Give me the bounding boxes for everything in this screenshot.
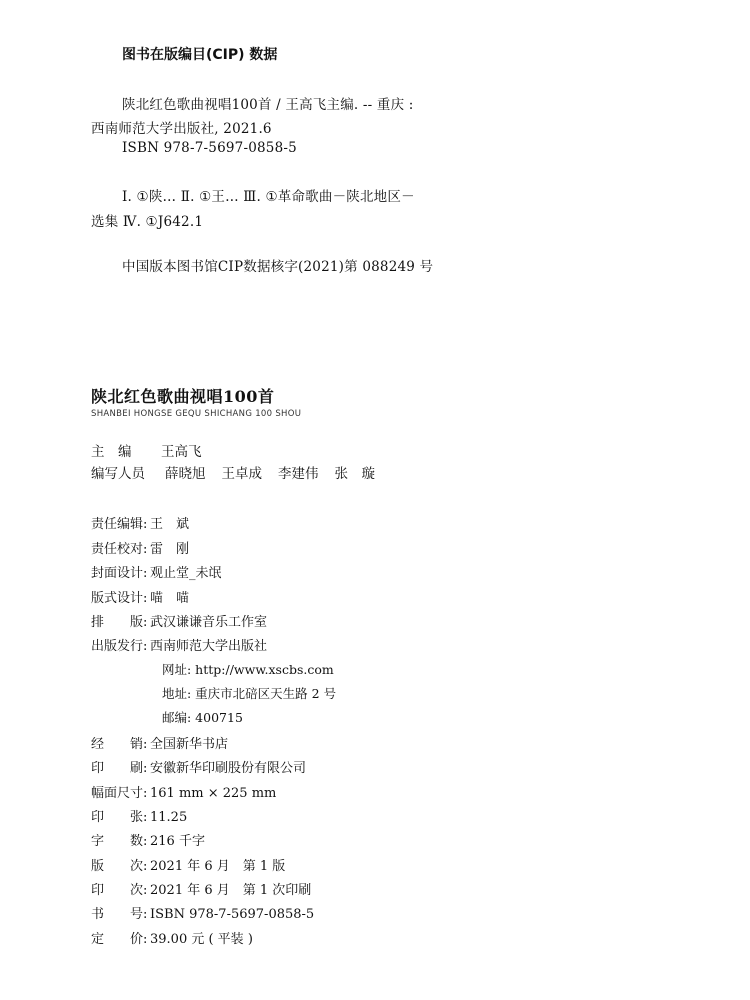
- cip-line-classification-cont: 选集 Ⅳ. ①J642.1: [91, 214, 204, 230]
- info-value: 喵 喵: [150, 591, 190, 606]
- info-row-distributor: [91, 733, 228, 752]
- chief-editor-name: 王高飞: [161, 444, 202, 460]
- info-row-printer: [91, 757, 306, 776]
- publisher-postcode: 邮编: 400715: [162, 710, 243, 725]
- info-row-editor: [91, 513, 189, 532]
- info-value: 王 斌: [150, 517, 190, 532]
- writer-name: 张 璇: [334, 466, 375, 482]
- info-label: 封面设计:: [91, 566, 148, 581]
- info-value: 2021 年 6 月 第 1 次印刷: [150, 883, 312, 898]
- info-value: 西南师范大学出版社: [150, 639, 268, 654]
- info-row-layout-design: [91, 587, 189, 606]
- publisher-website: 网址: http://www.xscbs.com: [162, 662, 334, 677]
- writers-row: [91, 462, 391, 482]
- info-value: 216 千字: [150, 834, 205, 849]
- info-row-format: [91, 782, 276, 801]
- info-row-proofreader: [91, 538, 189, 557]
- info-label: 出版发行:: [91, 639, 148, 654]
- info-label: 责任编辑:: [91, 517, 148, 532]
- info-row-word-count: [91, 830, 205, 849]
- info-value: 2021 年 6 月 第 1 版: [150, 859, 286, 874]
- info-value: 武汉谦谦音乐工作室: [150, 615, 268, 630]
- info-value: ISBN 978-7-5697-0858-5: [150, 907, 315, 922]
- info-value: 11.25: [150, 810, 188, 825]
- cip-line-publisher: 西南师范大学出版社, 2021.6: [91, 121, 272, 137]
- cip-line-isbn: ISBN 978-7-5697-0858-5: [122, 140, 297, 156]
- info-label: 印 刷:: [91, 761, 148, 776]
- cip-line-classification: Ⅰ. ①陕… Ⅱ. ①王… Ⅲ. ①革命歌曲－陕北地区－: [122, 189, 415, 205]
- info-value: 161 mm × 225 mm: [150, 786, 277, 801]
- info-row-isbn: [91, 903, 314, 922]
- writer-name: 李建伟: [278, 466, 319, 482]
- info-row-edition: [91, 855, 285, 874]
- info-label: 幅面尺寸:: [91, 786, 148, 801]
- info-label: 版 次:: [91, 859, 148, 874]
- writer-name: 薛晓旭: [165, 466, 206, 482]
- info-label: 定 价:: [91, 932, 148, 947]
- book-title: 陕北红色歌曲视唱100首: [91, 387, 275, 406]
- chief-editor-row: [91, 440, 202, 460]
- info-row-printing: [91, 879, 311, 898]
- info-label: 责任校对:: [91, 542, 148, 557]
- info-row-sheets: [91, 806, 187, 825]
- info-value: 雷 刚: [150, 542, 190, 557]
- publisher-address: 地址: 重庆市北碚区天生路 2 号: [162, 686, 337, 701]
- info-row-publisher: [91, 635, 267, 654]
- info-value: 39.00 元 ( 平装 ): [150, 932, 253, 947]
- info-label: 书 号:: [91, 907, 148, 922]
- writer-name: 王卓成: [221, 466, 262, 482]
- book-title-pinyin: SHANBEI HONGSE GEQU SHICHANG 100 SHOU: [91, 409, 302, 419]
- cip-heading: 图书在版编目(CIP) 数据: [122, 47, 278, 63]
- info-value: 安徽新华印刷股份有限公司: [150, 761, 307, 776]
- chief-editor-label: 主 编: [91, 444, 132, 460]
- info-label: 字 数:: [91, 834, 148, 849]
- info-label: 经 销:: [91, 737, 148, 752]
- info-row-cover-design: [91, 562, 222, 581]
- info-label: 印 张:: [91, 810, 148, 825]
- writers-label: 编写人员: [91, 466, 145, 482]
- cip-line-title: 陕北红色歌曲视唱100首 / 王高飞主编. -- 重庆 :: [122, 97, 414, 113]
- cip-line-record-number: 中国版本图书馆CIP数据核字(2021)第 088249 号: [122, 259, 434, 275]
- info-value: 全国新华书店: [150, 737, 229, 752]
- info-label: 印 次:: [91, 883, 148, 898]
- info-value: 观止堂_未氓: [150, 566, 222, 581]
- info-label: 版式设计:: [91, 591, 148, 606]
- info-row-price: [91, 928, 253, 947]
- info-label: 排 版:: [91, 615, 148, 630]
- info-row-typesetting: [91, 611, 267, 630]
